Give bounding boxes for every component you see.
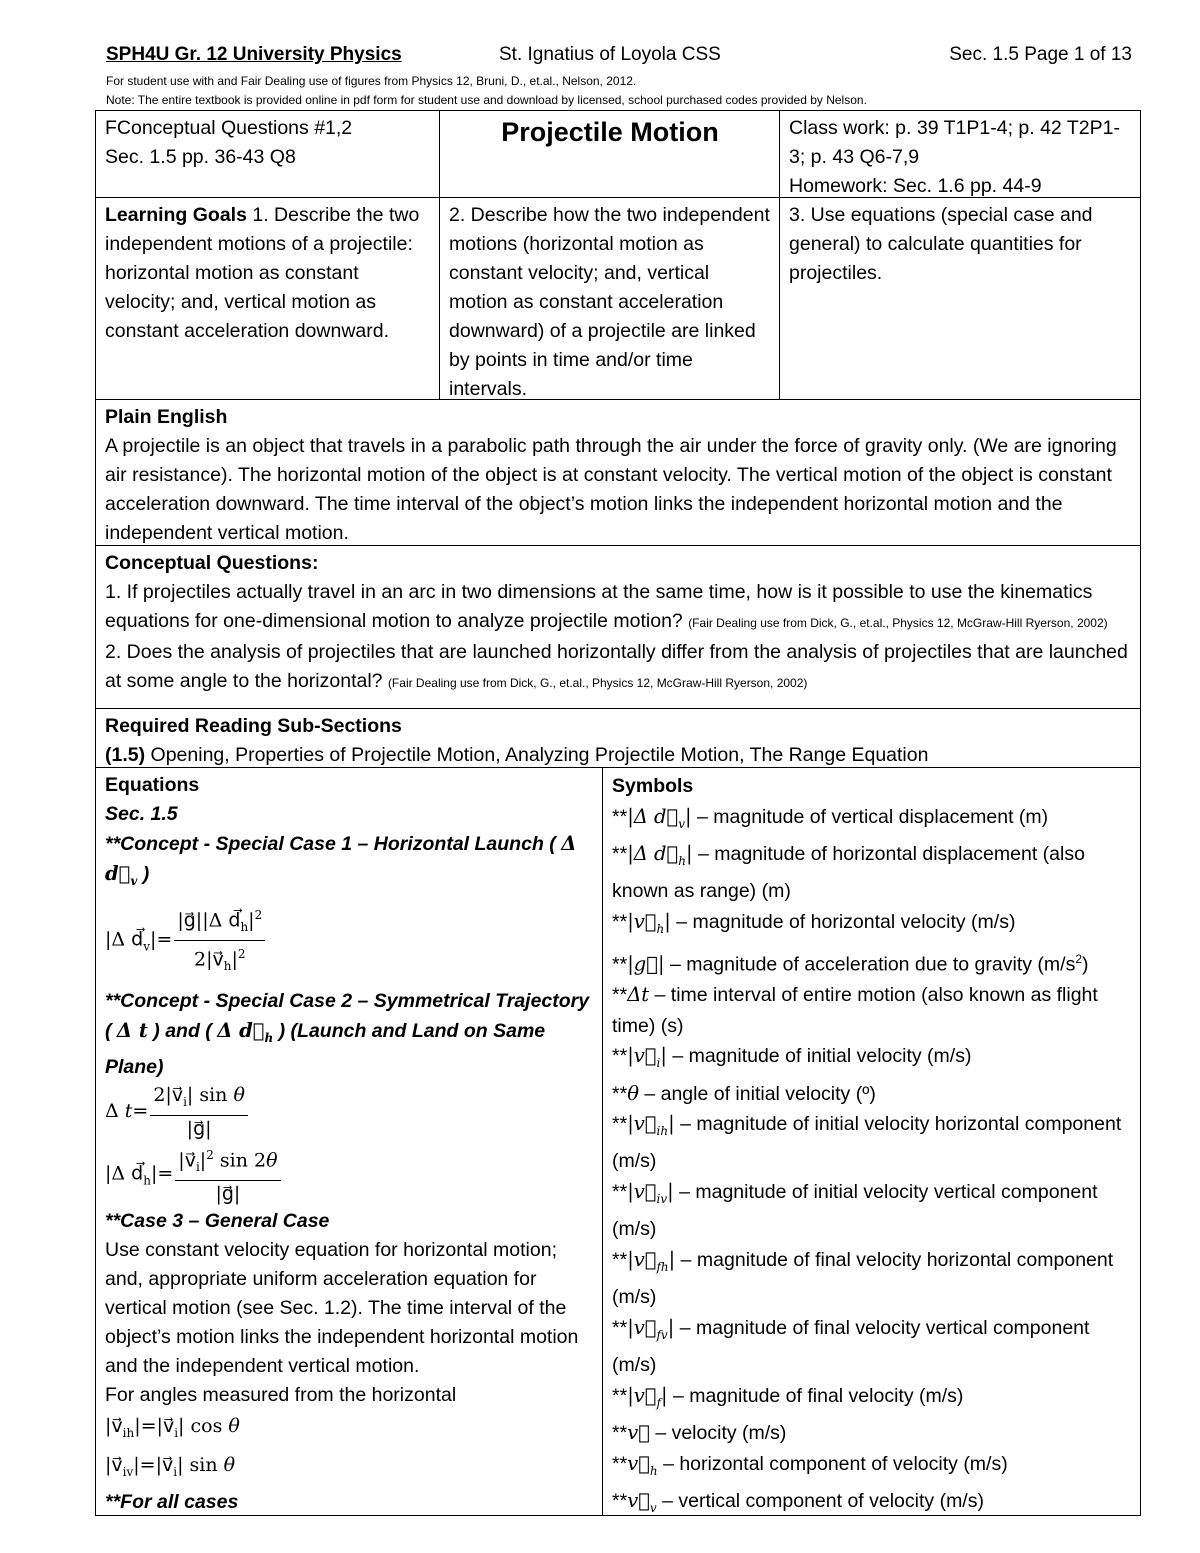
- symbol-item: $**|v⃗_f|$ – magnitude of final velocity (m/s): [612, 1383, 964, 1410]
- equations-section: [96, 768, 602, 1516]
- horizontal-displacement-symbol: Δ $d⃗_h$: [217, 1019, 274, 1046]
- symbol-item: $**|v⃗_{ih}|$ – magnitude of initial velocity horizontal component (m/s): [612, 1112, 1122, 1173]
- equations-section-ref: Sec. 1.5: [105, 803, 178, 825]
- learning-goal-1-text: 1. Describe the two independent motions of a projectile: horizontal motion as constant velocity; and, vertical motion as constant acceleration downward.: [105, 204, 420, 342]
- learning-goal-1: [96, 198, 440, 398]
- course-title: SPH4U Gr. 12 University Physics: [106, 44, 402, 65]
- equations-label: Equations: [105, 774, 200, 796]
- symbol-item: $**v⃗_h$ – horizontal component of velocity (m/s): [612, 1451, 1008, 1478]
- required-reading-label: Required Reading Sub-Sections: [105, 715, 402, 737]
- question-1: [105, 578, 1131, 638]
- classwork-cell: [780, 111, 1142, 197]
- conceptual-questions-label: Conceptual Questions:: [105, 552, 319, 574]
- page-number: Sec. 1.5 Page 1 of 13: [949, 44, 1132, 65]
- classwork-text: Class work: p. 39 T1P1-4; p. 42 T2P1-3; p. 43 Q6-7,9: [789, 117, 1120, 168]
- range-equation: |Δ $d⃗_h|=$ $\frac{|v⃗_i|^2 \sin 2\theta}{|g⃗|}$: [105, 1142, 593, 1207]
- question-2-source: (Fair Dealing use from Dick, G., et.al., Physics 12, McGraw-Hill Ryerson, 2002): [387, 676, 808, 690]
- learning-goals-label: Learning Goals: [105, 204, 247, 226]
- required-reading-line: [105, 741, 1131, 770]
- school-name: St. Ignatius of Loyola CSS: [499, 44, 721, 65]
- required-reading-text: Opening, Properties of Projectile Motion, Analyzing Projectile Motion, The Range Equation: [150, 744, 929, 766]
- all-cases-heading: **For all cases: [105, 1490, 239, 1513]
- conceptual-questions-ref: FConceptual Questions #1,2: [105, 117, 353, 139]
- symbol-item: **|g⃗| – magnitude of acceleration due to gravity $(m/s^2)$: [612, 952, 1089, 976]
- symbol-item: $**|v⃗_{fh}|$ – magnitude of final velocity horizontal component (m/s): [612, 1247, 1114, 1309]
- symbol-item: $**|v⃗_h|$ – magnitude of horizontal velocity (m/s): [612, 909, 1016, 936]
- symbol-item: **|Δ $d⃗_h|$ – magnitude of horizontal displacement (also known as range) (m): [612, 841, 1085, 903]
- symbol-item: **θ – angle of initial velocity (º): [612, 1081, 876, 1105]
- question-2-text: 2. Does the analysis of projectiles that are launched horizontally differ from the analysis of projectiles that are launched at some angle to the horizontal?: [105, 641, 1128, 692]
- worksheet-table: [95, 110, 1141, 1516]
- special-case-2-text-c: ) (Launch and Land on Same Plane): [105, 1020, 546, 1079]
- textbook-note: Note: The entire textbook is provided online in pdf form for student use and download by licensed, school purchased codes provided by Nelson.: [106, 93, 867, 107]
- plain-english-section: [96, 400, 1140, 545]
- special-case-2-text-a: **Concept - Special Case 2 – Symmetrical Trajectory (: [105, 990, 590, 1043]
- question-1-text: 1. If projectiles actually travel in an arc in two dimensions at the same time, how is it possible to use the kinematics equations for one-dimensional motion to analyze projectile motion?: [105, 581, 1093, 632]
- symbols-section: [603, 768, 1140, 1516]
- case-3-text: Use constant velocity equation for horizontal motion; and, appropriate uniform acceleration equation for vertical motion (see Sec. 1.2). The time interval of the object’s motion links the independent horizontal motion and the independent vertical motion.: [105, 1238, 579, 1377]
- time-interval-symbol: Δ t: [116, 1019, 148, 1043]
- question-2: [105, 638, 1131, 698]
- symbol-item: **|Δ $d⃗_v|$ – magnitude of vertical displacement (m): [612, 804, 1049, 831]
- reading-section-number: (1.5): [105, 744, 146, 766]
- special-case-1-heading: [105, 829, 593, 896]
- initial-vertical-velocity-equation: $|v⃗_{iv}|=|v⃗_i|$ sin θ: [105, 1453, 236, 1479]
- symbol-item: **v⃗ – velocity (m/s): [612, 1421, 787, 1445]
- learning-goal-3: [780, 198, 1140, 398]
- horizontal-launch-equation: |Δ $d⃗_v|=$ $\frac{|g⃗||\Delta d⃗_h|^2}{2|v⃗_h|^2}$: [105, 902, 593, 979]
- question-1-source: (Fair Dealing use from Dick, G., et.al., Physics 12, McGraw-Hill Ryerson, 2002): [688, 616, 1108, 630]
- special-case-1-text: **Concept - Special Case 1 – Horizontal Launch (: [105, 833, 556, 855]
- required-reading-section: [96, 709, 1140, 767]
- assigned-questions-cell: [96, 111, 440, 197]
- special-case-1-close: ): [142, 863, 150, 885]
- initial-horizontal-velocity-equation: $|v⃗_{ih}|=|v⃗_i|$ cos θ: [105, 1414, 240, 1440]
- symbol-item: $**|v⃗_{iv}|$ – magnitude of initial velocity vertical component (m/s): [612, 1179, 1098, 1241]
- special-case-2-heading: [105, 987, 593, 1082]
- conceptual-questions-section: [96, 546, 1140, 708]
- case-3-heading: **Case 3 – General Case: [105, 1209, 330, 1232]
- plain-english-label: Plain English: [105, 406, 228, 428]
- symbol-item: **Δt – time interval of entire motion (also known as flight time) (s): [612, 983, 1098, 1037]
- symbols-label: Symbols: [612, 775, 694, 797]
- symbol-item: $**|v⃗_i|$ – magnitude of initial velocity (m/s): [612, 1044, 972, 1071]
- special-case-2-text-b: ) and (: [153, 1020, 212, 1043]
- angles-note: For angles measured from the horizontal: [105, 1383, 457, 1406]
- vertical-displacement-symbol: Δ $d⃗_v$: [105, 832, 577, 888]
- fair-dealing-note: For student use with and Fair Dealing use of figures from Physics 12, Bruni, D., et.al., Nelson, 2012.: [106, 74, 637, 88]
- symbol-item: $**|v⃗_{fv}|$ – magnitude of final velocity vertical component (m/s): [612, 1315, 1090, 1377]
- homework-text: Homework: Sec. 1.6 pp. 44-9: [789, 175, 1042, 197]
- plain-english-text: A projectile is an object that travels in a parabolic path through the air under the force of gravity only. (We are ignoring air resistance). The horizontal motion of the object is at constant velocity. The vertical motion of the object is constant acceleration downward. The time interval of the object’s motion links the independent horizontal motion and the independent vertical motion.: [105, 435, 1117, 544]
- learning-goal-3-text: 3. Use equations (special case and general) to calculate quantities for projectiles.: [789, 204, 1093, 284]
- time-interval-equation: Δ t= $\frac{2|v⃗_i| \sin \theta}{|g⃗|}$: [105, 1082, 593, 1142]
- symbol-item: $**v⃗_v$ – vertical component of velocity (m/s): [612, 1488, 984, 1515]
- section-pages-ref: Sec. 1.5 pp. 36-43 Q8: [105, 146, 296, 168]
- page-title: Projectile Motion: [501, 117, 719, 147]
- learning-goal-2: [440, 198, 780, 398]
- learning-goal-2-text: 2. Describe how the two independent motions (horizontal motion as constant velocity; and, vertical motion as constant acceleration downward) of a projectile are linked by points in time and/or time intervals.: [449, 204, 770, 400]
- page-header: [106, 44, 1132, 72]
